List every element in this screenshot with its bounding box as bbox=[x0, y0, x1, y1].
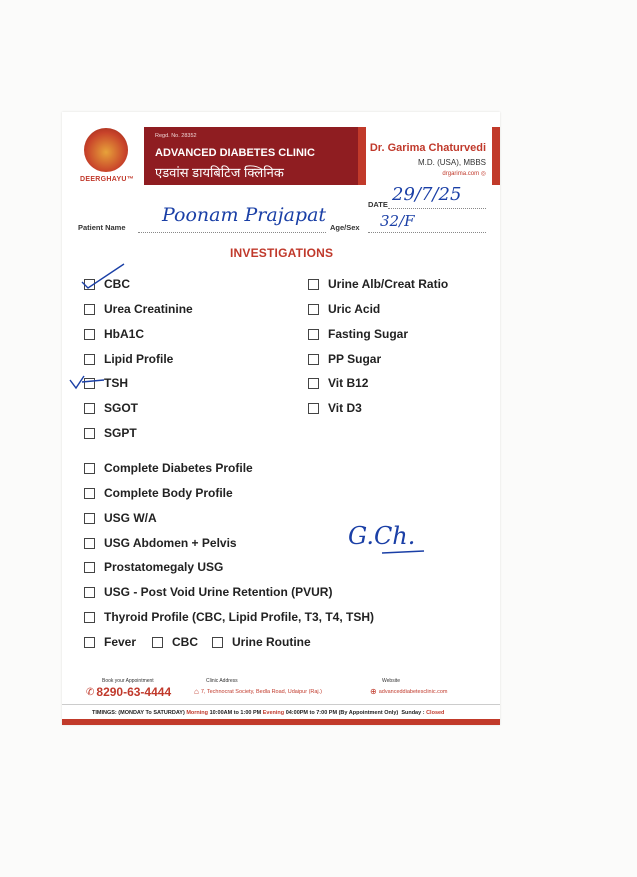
registration-number: Regd. No. 28352 bbox=[155, 133, 197, 139]
checkbox[interactable] bbox=[308, 329, 319, 340]
banner-accent bbox=[358, 127, 366, 185]
prescription-sheet bbox=[62, 112, 500, 725]
age-sex-value: 32/F bbox=[380, 212, 415, 230]
test-fasting-sugar[interactable] bbox=[308, 327, 408, 341]
test-label: SGOT bbox=[104, 401, 139, 415]
checkbox[interactable] bbox=[308, 279, 319, 290]
date-value: 29/7/25 bbox=[392, 184, 462, 205]
book-appointment-label: Book your Appointment bbox=[102, 678, 154, 684]
morning-time: 10:00AM to 1:00 PM bbox=[209, 709, 262, 716]
checkbox[interactable] bbox=[308, 378, 319, 389]
test-label: HbA1C bbox=[104, 327, 145, 341]
tsh-check-mark bbox=[66, 370, 106, 392]
profile-label: USG W/A bbox=[104, 511, 157, 525]
clinic-banner bbox=[144, 127, 358, 185]
test-label: TSH bbox=[104, 376, 128, 390]
test-urine-alb-creat[interactable] bbox=[308, 277, 448, 291]
phone-icon: ✆ bbox=[86, 686, 95, 698]
checkbox[interactable] bbox=[84, 329, 95, 340]
profile-prostatomegaly-usg[interactable] bbox=[84, 560, 223, 574]
date-label: DATE bbox=[368, 200, 388, 209]
profile-usg-abdomen-pelvis[interactable] bbox=[84, 536, 237, 550]
checkbox[interactable] bbox=[84, 538, 95, 549]
sunday-label: Sunday : bbox=[401, 709, 425, 716]
test-label: Fever bbox=[104, 635, 137, 649]
checkbox[interactable] bbox=[308, 354, 319, 365]
clinic-address: 7, Technocrat Society, Bedla Road, Udaipur (Raj.) bbox=[200, 688, 323, 695]
checkbox[interactable] bbox=[152, 637, 163, 648]
test-label: Urine Routine bbox=[232, 635, 311, 649]
cbc-check-mark bbox=[76, 260, 130, 292]
globe-icon: ⊕ bbox=[370, 687, 377, 696]
timings-bar bbox=[62, 704, 500, 720]
checkbox[interactable] bbox=[84, 463, 95, 474]
checkbox[interactable] bbox=[84, 637, 95, 648]
profile-label: Complete Diabetes Profile bbox=[104, 461, 253, 475]
address-block bbox=[194, 687, 322, 696]
timing-prefix: TIMINGS: (MONDAY To SATURDAY) bbox=[92, 709, 185, 716]
sunday-value: Closed bbox=[426, 709, 445, 716]
profile-thyroid[interactable] bbox=[84, 610, 374, 624]
test-vit-d3[interactable] bbox=[308, 401, 362, 415]
test-lipid-profile[interactable] bbox=[84, 352, 173, 366]
website-label: Website bbox=[382, 678, 400, 684]
profile-label: USG Abdomen + Pelvis bbox=[104, 536, 237, 550]
signature-underline bbox=[380, 548, 426, 556]
test-label: PP Sugar bbox=[328, 352, 382, 366]
logo-caption: DEERGHAYU™ bbox=[80, 176, 135, 183]
doctor-info bbox=[370, 142, 486, 177]
test-label: Urea Creatinine bbox=[104, 302, 193, 316]
test-urine-routine[interactable] bbox=[212, 635, 311, 649]
website-block[interactable] bbox=[370, 687, 448, 696]
test-uric-acid[interactable] bbox=[308, 302, 380, 316]
patient-name-label: Patient Name bbox=[78, 223, 126, 232]
test-vit-b12[interactable] bbox=[308, 376, 368, 390]
checkbox[interactable] bbox=[84, 304, 95, 315]
test-hba1c[interactable] bbox=[84, 327, 144, 341]
patient-name-value: Poonam Prajapat bbox=[162, 204, 327, 226]
header-side-bar bbox=[492, 127, 500, 185]
checkbox[interactable] bbox=[84, 587, 95, 598]
test-label: Lipid Profile bbox=[104, 352, 174, 366]
age-sex-label: Age/Sex bbox=[330, 223, 360, 232]
profile-label: Complete Body Profile bbox=[104, 486, 233, 500]
test-label: CBC bbox=[104, 277, 130, 291]
profile-complete-body[interactable] bbox=[84, 486, 233, 500]
profile-usg-pvur[interactable] bbox=[84, 585, 332, 599]
evening-time: 04:00PM to 7:00 PM (By Appointment Only) bbox=[285, 709, 399, 716]
patient-name-line bbox=[138, 230, 326, 233]
checkbox[interactable] bbox=[84, 428, 95, 439]
phone-block[interactable] bbox=[86, 685, 171, 699]
doctor-website: drgarima.com ◎ bbox=[442, 171, 486, 177]
test-urea-creatinine[interactable] bbox=[84, 302, 193, 316]
checkbox[interactable] bbox=[84, 488, 95, 499]
phone-number[interactable]: 8290-63-4444 bbox=[96, 685, 172, 699]
checkbox[interactable] bbox=[212, 637, 223, 648]
checkbox[interactable] bbox=[84, 403, 95, 414]
test-fever[interactable] bbox=[84, 635, 136, 649]
test-label: Urine Alb/Creat Ratio bbox=[328, 277, 449, 291]
checkbox[interactable] bbox=[308, 403, 319, 414]
website-url[interactable]: advanceddiabetesclinic.com bbox=[378, 688, 448, 695]
checkbox[interactable] bbox=[84, 562, 95, 573]
test-sgpt[interactable] bbox=[84, 426, 137, 440]
address-label: Clinic Address bbox=[206, 678, 238, 684]
evening-label: Evening bbox=[262, 709, 285, 716]
doctor-signature: G.Ch. bbox=[348, 522, 416, 550]
test-label: CBC bbox=[172, 635, 198, 649]
profile-label: USG - Post Void Urine Retention (PVUR) bbox=[104, 585, 333, 599]
checkbox[interactable] bbox=[84, 612, 95, 623]
profile-usg-wa[interactable] bbox=[84, 511, 157, 525]
checkbox[interactable] bbox=[84, 513, 95, 524]
footer-accent-bar bbox=[62, 719, 500, 725]
clinic-name: ADVANCED DIABETES CLINIC bbox=[155, 147, 315, 159]
location-pin-icon: ⌂ bbox=[194, 687, 199, 696]
test-cbc-2[interactable] bbox=[152, 635, 198, 649]
morning-label: Morning bbox=[186, 709, 209, 716]
test-label: SGPT bbox=[104, 426, 137, 440]
section-title: INVESTIGATIONS bbox=[230, 246, 334, 260]
test-label: Vit D3 bbox=[328, 401, 362, 415]
test-sgot[interactable] bbox=[84, 401, 138, 415]
profile-label: Prostatomegaly USG bbox=[104, 560, 224, 574]
doctor-name: Dr. Garima Chaturvedi bbox=[369, 142, 486, 154]
profile-label: Thyroid Profile (CBC, Lipid Profile, T3, T4, TSH) bbox=[104, 610, 375, 624]
checkbox[interactable] bbox=[308, 304, 319, 315]
test-label: Uric Acid bbox=[328, 302, 381, 316]
doctor-degree: M.D. (USA), MBBS bbox=[417, 158, 486, 167]
test-pp-sugar[interactable] bbox=[308, 352, 381, 366]
clinic-name-hindi: एडवांस डायबिटिज क्लिनिक bbox=[155, 165, 284, 180]
test-label: Fasting Sugar bbox=[328, 327, 409, 341]
clinic-logo bbox=[84, 128, 128, 172]
test-label: Vit B12 bbox=[328, 376, 369, 390]
profile-complete-diabetes[interactable] bbox=[84, 461, 253, 475]
checkbox[interactable] bbox=[84, 354, 95, 365]
age-sex-line bbox=[368, 230, 486, 233]
